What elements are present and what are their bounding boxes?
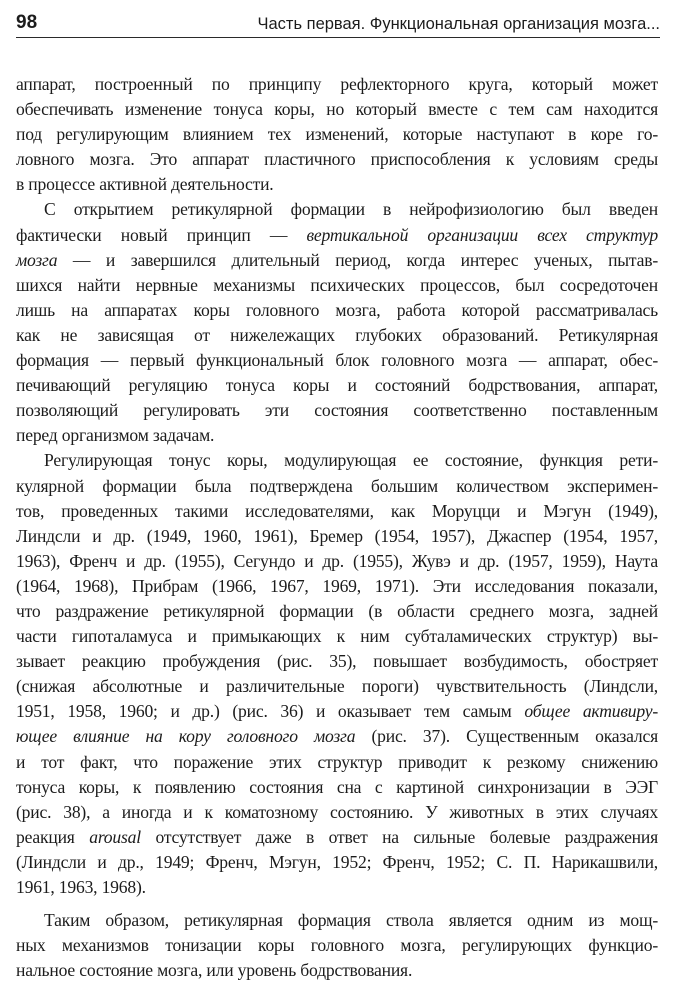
paragraph	[16, 448, 658, 900]
text-line: С открытием ретикулярной формации в нейрофизиологию был введен	[44, 199, 658, 220]
text-line: позволяющий регулировать эти состояния соответственно поставленным	[16, 400, 658, 421]
emphasis-text: ющее влияние на кору головного мозга	[16, 726, 356, 747]
text-line: лишь на аппаратах коры головного мозга, работа которой рассматривалась	[16, 299, 658, 320]
text-line: зывает реакцию пробуждения (рис. 35), повышает возбудимость, обостряет	[16, 651, 658, 672]
text-run: отсутствует даже в ответ на сильные болевые раздражения	[140, 826, 658, 847]
text-line: тонуса коры, к появлению состояния сна с картиной синхронизации в ЭЭГ	[16, 776, 658, 797]
emphasis-text: общее активиру-	[524, 701, 658, 722]
text-line	[16, 223, 658, 248]
text-run: (рис. 37). Существенным оказался	[355, 726, 658, 747]
text-run: реакция	[16, 826, 90, 847]
text-line: формация — первый функциональный блок головного мозга — аппарат, обес-	[16, 350, 658, 371]
text-line: Линдсли и др. (1949, 1960, 1961), Бремер (1954, 1957), Джаспер (1954, 1957,	[16, 525, 658, 546]
text-line: аппарат, построенный по принципу рефлекторного круга, который может	[16, 74, 658, 94]
text-line: части гипоталамуса и примыкающих к ним субталамических структур) вы-	[16, 626, 658, 647]
text-run: фактически новый принцип —	[16, 224, 307, 245]
text-line: (снижая абсолютные и различительные пороги) чувствительность (Линдсли,	[16, 676, 658, 697]
text-line: что раздражение ретикулярной формации (в области среднего мозга, задней	[16, 600, 658, 621]
paragraph	[16, 197, 658, 448]
text-line: ловного мозга. Это аппарат пластичного приспособления к условиям среды	[16, 149, 658, 170]
text-line: Регулирующая тонус коры, модулирующая ее состояние, функция рети-	[44, 450, 658, 471]
text-line	[16, 825, 658, 850]
text-line: как не зависящая от нижележащих глубоких образований. Ретикулярная	[16, 324, 658, 345]
text-line: и тот факт, что поражение этих структур приводит к резкому снижению	[16, 751, 658, 772]
text-body	[16, 72, 658, 983]
text-line	[16, 699, 658, 724]
text-line: (1964, 1968), Прибрам (1966, 1967, 1969, 1971). Эти исследования показали,	[16, 575, 658, 596]
text-line	[16, 724, 658, 749]
text-line: перед организмом задачам.	[16, 425, 215, 446]
running-title: Часть первая. Функциональная организация мозга...	[257, 14, 660, 33]
text-line: тов, проведенных такими исследователями, как Моруцци и Мэгун (1949),	[16, 500, 658, 521]
paragraph	[16, 72, 658, 197]
text-line: (Линдсли и др., 1949; Френч, Мэгун, 1952; Френч, 1952; С. П. Нарикашвили,	[16, 851, 658, 872]
text-run: — и завершился длительный период, когда интерес ученых, пытав-	[57, 249, 658, 270]
text-line: Таким образом, ретикулярная формация ствола является одним из мощ-	[44, 910, 658, 931]
text-line: 1963), Френч и др. (1955), Сегундо и др. (1955), Жувэ и др. (1957, 1959), Наута	[16, 550, 658, 571]
emphasis-text: мозга	[16, 249, 58, 270]
emphasis-text: вертикальной организации всех структур	[306, 224, 658, 245]
text-line: обеспечивать изменение тонуса коры, но который вместе с тем сам находится	[16, 99, 658, 120]
text-run: 1951, 1958, 1960; и др.) (рис. 36) и оказывает тем самым	[16, 701, 525, 722]
text-line: под регулирующим влиянием тех изменений, которые наступают в коре го-	[16, 124, 658, 145]
text-line: печивающий регуляцию тонуса коры и состояний бодрствования, аппарат,	[16, 375, 658, 396]
text-line: кулярной формации была подтверждена большим количеством эксперимен-	[16, 475, 658, 496]
emphasis-text: arousal	[89, 826, 141, 847]
page-header	[16, 4, 660, 38]
text-line: в процессе активной деятельности.	[16, 174, 274, 195]
text-line: ных механизмов тонизации коры головного мозга, регулирующих функцио-	[16, 935, 658, 956]
text-line: нальное состояние мозга, или уровень бодрствования.	[16, 960, 413, 981]
text-line: 1961, 1963, 1968).	[16, 877, 146, 897]
text-line: (рис. 38), а иногда и к коматозному состоянию. У животных в этих случаях	[16, 801, 658, 822]
text-line	[16, 248, 658, 273]
page-number: 98	[16, 12, 38, 33]
paragraph	[16, 908, 658, 983]
text-line: шихся найти нервные механизмы психических процессов, был сосредоточен	[16, 274, 658, 295]
